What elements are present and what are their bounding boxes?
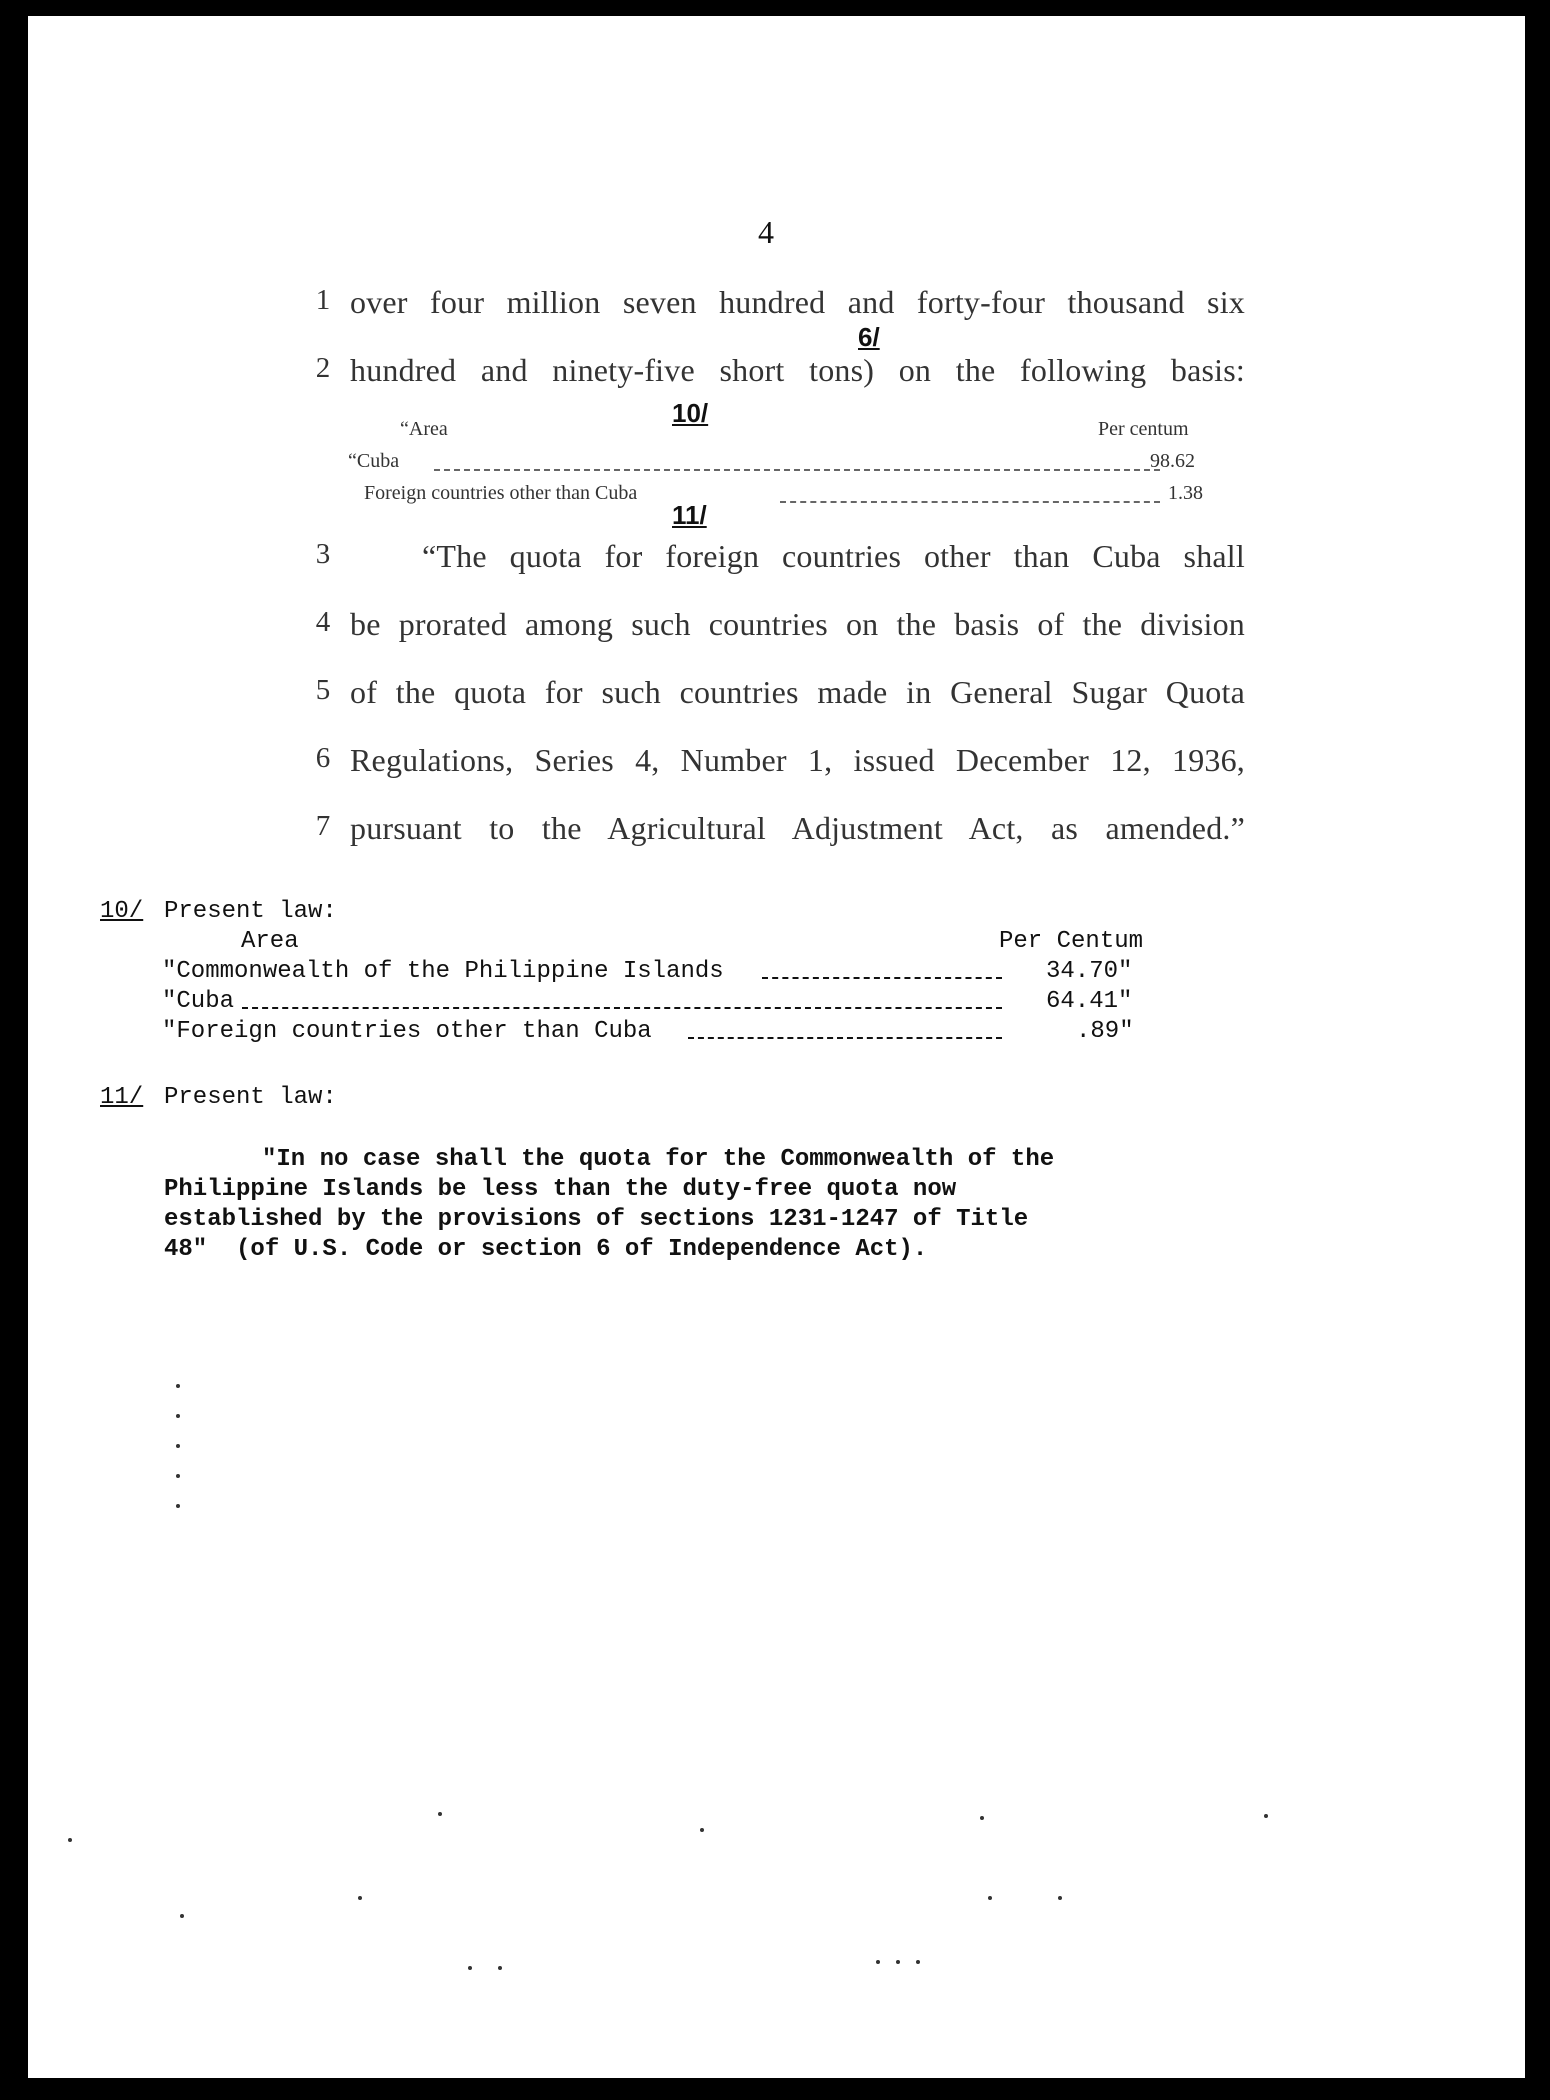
leader-dashes [242, 1007, 1002, 1009]
line-text: Regulations, Series 4, Number 1, issued December 12, 1936, [350, 742, 1245, 778]
line-text: of the quota for such countries made in General Sugar Quota [350, 674, 1245, 710]
line-number: 5 [315, 674, 331, 706]
note10-area: "Commonwealth of the Philippine Islands [162, 958, 724, 985]
bill-table-area: Foreign countries other than Cuba [364, 482, 638, 504]
line-number: 4 [315, 606, 331, 638]
note10-area: "Foreign countries other than Cuba [162, 1018, 652, 1045]
line-number: 2 [315, 352, 331, 384]
scan-speck [468, 1966, 472, 1970]
scan-speck [176, 1504, 180, 1508]
scan-speck [988, 1896, 992, 1900]
scan-speck [68, 1838, 72, 1842]
line-number: 6 [315, 742, 331, 774]
leader-dots [434, 469, 1160, 471]
line-text: pursuant to the Agricultural Adjustment Act, as amended.” [350, 810, 1245, 846]
bill-line [28, 284, 1525, 330]
scan-speck [180, 1914, 184, 1918]
note10-col-percent: Per Centum [999, 928, 1144, 955]
note10-value: .89" [1076, 1018, 1134, 1045]
bill-line [28, 352, 1525, 398]
note10-col-area: Area [241, 928, 299, 955]
bill-table-value: 98.62 [1150, 450, 1195, 472]
footnote-ref-10: 10/ [672, 398, 709, 428]
scan-speck [1058, 1896, 1062, 1900]
line-number: 1 [315, 284, 331, 316]
leader-dashes [688, 1037, 1002, 1039]
bill-line [28, 606, 1525, 652]
scan-speck [700, 1828, 704, 1832]
note10-area: "Cuba [162, 988, 235, 1015]
line-number: 3 [315, 538, 331, 570]
bill-line [28, 538, 1525, 584]
note11-text-line: "In no case shall the quota for the Commonwealth of the [262, 1146, 1055, 1173]
note11-text-line: 48" (of U.S. Code or section 6 of Independence Act). [164, 1236, 928, 1263]
note10-value: 34.70" [1046, 958, 1133, 985]
document-page [28, 16, 1525, 2078]
bill-line [28, 810, 1525, 856]
scan-speck [176, 1444, 180, 1448]
scan-speck [980, 1816, 984, 1820]
note11-text-line: Philippine Islands be less than the duty-free quota now [164, 1176, 957, 1203]
note10-heading: Present law: [164, 898, 337, 925]
page-number: 4 [758, 214, 774, 250]
line-number: 7 [315, 810, 331, 842]
bill-table-value: 1.38 [1168, 482, 1203, 504]
scan-speck [176, 1474, 180, 1478]
footnote-ref-6: 6/ [858, 322, 880, 352]
note10-marker: 10/ [100, 898, 144, 925]
footnote-ref-11: 11/ [672, 500, 707, 530]
bill-table-header-area: “Area [400, 418, 448, 440]
scan-speck [176, 1384, 180, 1388]
bill-line [28, 674, 1525, 720]
note11-heading: Present law: [164, 1084, 337, 1111]
note11-marker: 11/ [100, 1084, 144, 1111]
leader-dashes [762, 977, 1002, 979]
line-text: be prorated among such countries on the basis of the division [350, 606, 1245, 642]
leader-dots [780, 501, 1160, 503]
bill-table-area: “Cuba [348, 450, 400, 472]
note10-value: 64.41" [1046, 988, 1133, 1015]
bill-table-header-percent: Per centum [1098, 418, 1189, 440]
line-text: over four million seven hundred and forty-four thousand six [350, 284, 1245, 320]
scan-speck [896, 1960, 900, 1964]
scan-speck [176, 1414, 180, 1418]
scan-speck [876, 1960, 880, 1964]
note11-text-line: established by the provisions of sections 1231-1247 of Title [164, 1206, 1029, 1233]
scan-speck [916, 1960, 920, 1964]
line-text: “The quota for foreign countries other than Cuba shall [422, 538, 1245, 574]
scan-speck [358, 1896, 362, 1900]
scan-speck [438, 1812, 442, 1816]
line-text: hundred and ninety-five short tons) on the following basis: [350, 352, 1245, 388]
scan-speck [1264, 1814, 1268, 1818]
scan-speck [498, 1966, 502, 1970]
bill-line [28, 742, 1525, 788]
